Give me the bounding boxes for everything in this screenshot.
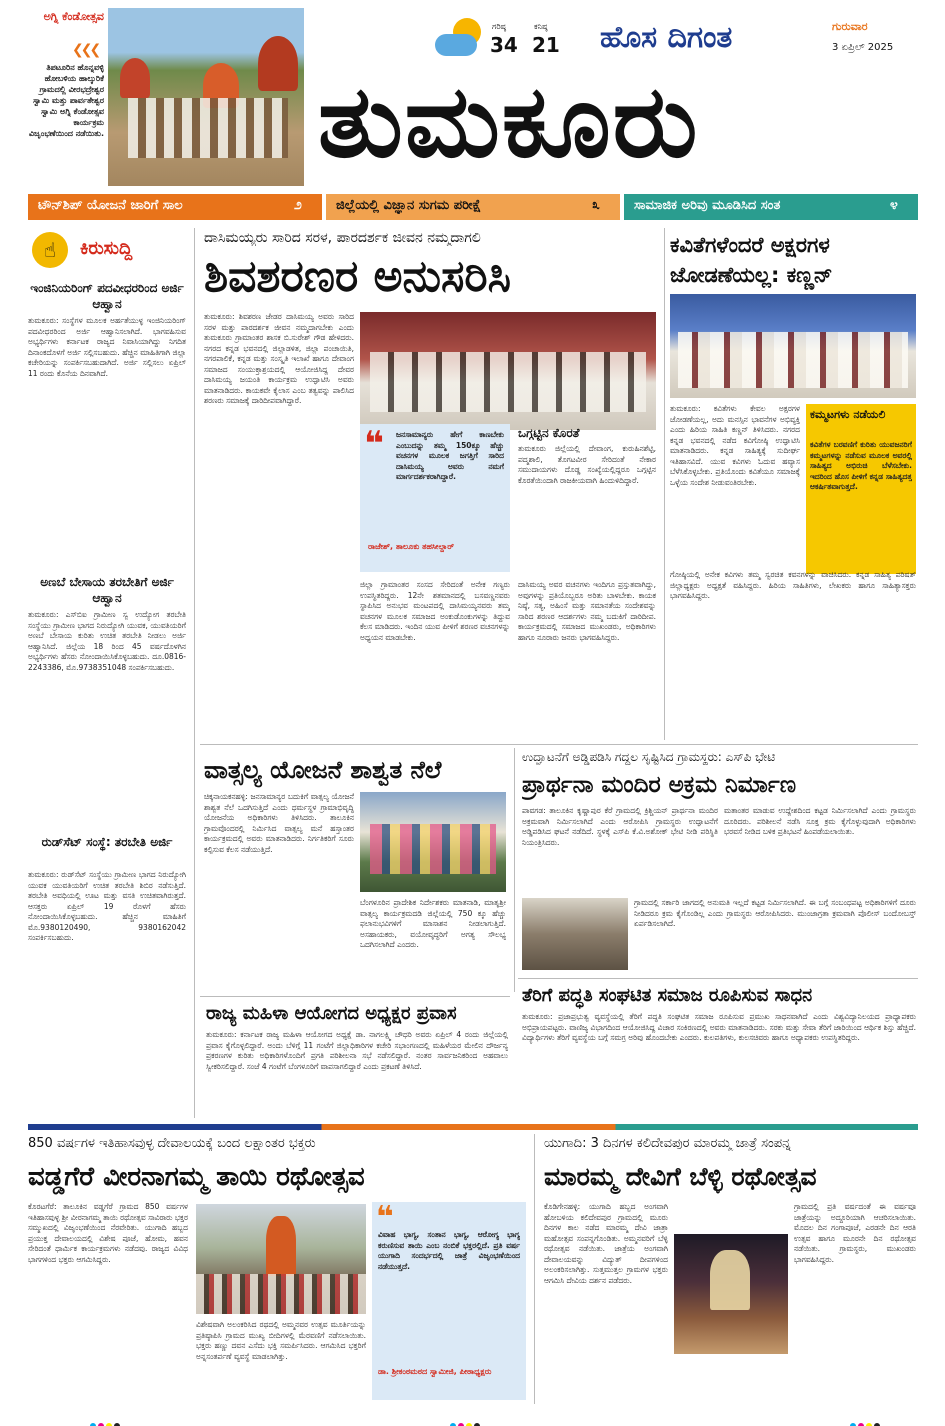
prayer-hall-story <box>518 748 918 974</box>
maramma-body-2: ಗ್ರಾಮದಲ್ಲಿ ಪ್ರತಿ ವರ್ಷದಂತೆ ಈ ವರ್ಷವೂ ಜಾತ್ರೆಯನ್ನು ಅದ್ದೂರಿಯಾಗಿ ಆಚರಿಸಲಾಯಿತು. ಮೊದಲ ದಿನ ಗಂಗಾಪೂಜೆ, ಎರಡನೇ ದಿನ ಆರತಿ ಉತ್ಸವ ಹಾಗೂ ಮೂರನೇ ದಿನ ರಥೋತ್ಸವ ನಡೆಯಿತು. ಗ್ರಾಮಸ್ಥರು, ಮುಖಂಡರು ಭಾಗವಹಿಸಿದ್ದರು. <box>794 1202 916 1264</box>
kannan-box-title: ಕಮ್ಮಟಗಳು ನಡೆಯಲಿ <box>810 408 886 421</box>
veera-body: ಕೊರಟಗೆರೆ: ತಾಲೂಕಿನ ವಡ್ಡಗೆರೆ ಗ್ರಾಮದ 850 ವರ್ಷಗಳ ಇತಿಹಾಸವುಳ್ಳ ಶ್ರೀ ವೀರನಾಗಮ್ಮ ತಾಯಿ ರಥೋತ್ಸವ ಸಾವಿರಾರು ಭಕ್ತರ ಸಮ್ಮುಖದಲ್ಲಿ ವಿಜೃಂಭಣೆಯಿಂದ ನೆರವೇರಿತು. ಯುಗಾದಿ ಹಬ್ಬದ ಪ್ರಯುಕ್ತ ದೇವಾಲಯದಲ್ಲಿ ವಿಶೇಷ ಪೂಜೆ, ಹೋಮ, ಹವನ ಸೇರಿದಂತೆ ಧಾರ್ಮಿಕ ಕಾರ್ಯಕ್ರಮಗಳು ನಡೆದವು. ರಾಜ್ಯದ ವಿವಿಧ ಭಾಗಗಳಿಂದ ಭಕ್ತರು ಆಗಮಿಸಿದ್ದರು. <box>28 1202 188 1264</box>
lead-body-1: ತುಮಕೂರು: ಶಿವಶರಣ ಜೇಡರ ದಾಸಿಮಯ್ಯ ಅವರು ಸಾರಿದ ಸರಳ ಮತ್ತು ಪಾರದರ್ಶಕ ಜೀವನ ನಮ್ಮದಾಗಬೇಕು ಎಂದು ತುಮಕೂರು ಗ್ರಾಮಾಂತರ ಶಾಸಕ ಬಿ.ಸುರೇಶ್ ಗೌಡ ಹೇಳಿದರು. ನಗರದ ಕನ್ನಡ ಭವನದಲ್ಲಿ ಜಿಲ್ಲಾಡಳಿತ, ಜಿಲ್ಲಾ ಪಂಚಾಯಿತಿ, ನಗರಪಾಲಿಕೆ, ಕನ್ನಡ ಮತ್ತು ಸಂಸ್ಕೃತಿ ಇಲಾಖೆ ಹಾಗೂ ದೇವಾಂಗ ಸಮಾಜದ ಸಂಯುಕ್ತಾಶ್ರಯದಲ್ಲಿ ಆಯೋಜಿಸಿದ್ದ ದೇವರ ದಾಸಿಮಯ್ಯ ಜಯಂತಿ ಕಾರ್ಯಕ್ರಮ ಉದ್ಘಾಟಿಸಿ ಅವರು ಮಾತನಾಡಿದರು. ಕಾಯಕವೇ ಕೈಲಾಸ ಎಂಬ ತತ್ವವನ್ನು ಪಾಲಿಸಿದ ಶರಣರು ಸಮಾಜಕ್ಕೆ ದಾರಿದೀಪವಾಗಿದ್ದಾರೆ. <box>204 312 354 405</box>
vatsalya-photo <box>360 792 506 892</box>
brief-1-headline: ಇಂಜಿನಿಯರಿಂಗ್ ಪದವೀಧರರಿಂದ ಅರ್ಜಿ ಆಹ್ವಾನ <box>30 281 184 311</box>
women-headline: ರಾಜ್ಯ ಮಹಿಳಾ ಆಯೋಗದ ಅಧ್ಯಕ್ಷರ ಪ್ರವಾಸ <box>206 1003 457 1024</box>
theringe-story <box>518 980 918 1118</box>
date: 3 ಏಪ್ರಿಲ್ 2025 <box>832 42 894 53</box>
theringe-headline: ತೆರಿಗೆ ಪದ್ಧತಿ ಸಂಘಟಿತ ಸಮಾಜ ರೂಪಿಸುವ ಸಾಧನ <box>522 985 813 1006</box>
prayer-photo <box>522 898 628 970</box>
lead-kicker: ದಾಸಿಮಯ್ಯರು ಸಾರಿದ ಸರಳ, ಪಾರದರ್ಶಕ ಜೀವನ ನಮ್ಮದಾಗಲಿ <box>204 230 481 246</box>
vatsalya-body-2: ಬೆಂಗಳೂರಿನ ಪ್ರಾದೇಶಿಕ ನಿರ್ದೇಶಕರು ಮಾತನಾಡಿ, ಮಾತೃಶ್ರೀ ವಾತ್ಸಲ್ಯ ಕಾರ್ಯಕ್ರಮದಡಿ ಜಿಲ್ಲೆಯಲ್ಲಿ 750 ಕ್ಕೂ ಹೆಚ್ಚು ಫಲಾನುಭವಿಗಳಿಗೆ ಮಾಸಾಶನ ನೀಡಲಾಗುತ್ತಿದೆ. ಅಸಹಾಯಕರು, ವಯೋವೃದ್ಧರಿಗೆ ಅಗತ್ಯ ಸೌಲಭ್ಯ ಒದಗಿಸಲಾಗಿದೆ ಎಂದರು. <box>360 898 506 949</box>
divider <box>194 228 195 1118</box>
veera-quote-box <box>372 1202 526 1400</box>
corner-title: ಅಗ್ನಿ ಕೆಂಡೋತ್ಸವ <box>43 10 104 23</box>
weather-max-label: ಗರಿಷ್ಠ <box>492 22 506 31</box>
women-body: ತುಮಕೂರು: ಕರ್ನಾಟಕ ರಾಜ್ಯ ಮಹಿಳಾ ಆಯೋಗದ ಅಧ್ಯಕ್ಷೆ ಡಾ. ನಾಗಲಕ್ಷ್ಮಿ ಚೌಧರಿ ಅವರು ಏಪ್ರಿಲ್ 4 ರಂದು ಜಿಲ್ಲೆಯಲ್ಲಿ ಪ್ರವಾಸ ಕೈಗೊಳ್ಳಲಿದ್ದಾರೆ. ಅಂದು ಬೆಳಿಗ್ಗೆ 11 ಗಂಟೆಗೆ ಜಿಲ್ಲಾಧಿಕಾರಿಗಳ ಕಚೇರಿ ಸಭಾಂಗಣದಲ್ಲಿ ಮಹಿಳೆಯರ ಮೇಲಿನ ದೌರ್ಜನ್ಯ ಪ್ರಕರಣಗಳ ಕುರಿತು ಅಧಿಕಾರಿಗಳೊಂದಿಗೆ ಪ್ರಗತಿ ಪರಿಶೀಲನಾ ಸಭೆ ನಡೆಸಲಿದ್ದಾರೆ. ನಂತರ ಸಾರ್ವಜನಿಕರಿಂದ ಅಹವಾಲು ಸ್ವೀಕರಿಸಲಿದ್ದಾರೆ. ಸಂಜೆ 4 ಗಂಟೆಗೆ ಬೆಂಗಳೂರಿಗೆ ವಾಪಸಾಗಲಿದ್ದಾರೆ ಎಂದು ಪ್ರಕಟಣೆ ತಿಳಿಸಿದೆ. <box>206 1030 508 1071</box>
corner-caption: ತಿಪಟೂರಿನ ಹೊನ್ನವಳ್ಳಿ ಹೋಬಳಿಯ ಹಾಲ್ಕುರಿಕೆ ಗ್ರಾಮದಲ್ಲಿ ವೀರಭದ್ರೇಶ್ವರ ಸ್ವಾಮಿ ಮತ್ತು ಪಾರ್ವತೇಶ್ವರ ಸ್ವಾಮಿ ಅಗ್ನಿ ಕೆಂಡೋತ್ಸವ ಕಾರ್ಯಕ್ರಮ ವಿಜೃಂಭಣೆಯಿಂದ ನಡೆಯಿತು. <box>28 63 104 138</box>
lead-body-2: ಜಿಲ್ಲಾ ಗ್ರಾಮಾಂತರ ಸಂಸದ ಸೇರಿದಂತೆ ಅನೇಕ ಗಣ್ಯರು ಉಪಸ್ಥಿತರಿದ್ದರು. 12ನೇ ಶತಮಾನದಲ್ಲಿ ಬಸವಣ್ಣನವರು ಸ್ಥಾಪಿಸಿದ ಅನುಭವ ಮಂಟಪದಲ್ಲಿ ದಾಸಿಮಯ್ಯನವರು ತಮ್ಮ ವಚನಗಳ ಮೂಲಕ ಸಮಾಜದ ಅಂಕುಡೊಂಕುಗಳನ್ನು ತಿದ್ದುವ ಕೆಲಸ ಮಾಡಿದರು. ಇಂದಿನ ಯುವ ಪೀಳಿಗೆ ಶರಣರ ವಚನಗಳನ್ನು ಅಧ್ಯಯನ ಮಾಡಬೇಕು. <box>360 580 510 642</box>
teaser-3-text: ಸಾಮಾಜಿಕ ಅರಿವು ಮೂಡಿಸಿದ ಸಂತ <box>634 198 781 213</box>
section-title: ಕಿರುಸುದ್ದಿ <box>80 238 133 259</box>
vatsalya-headline: ವಾತ್ಸಲ್ಯ ಯೋಜನೆ ಶಾಶ್ವತ ನೆಲೆ <box>204 756 442 784</box>
lead-body-3: ದಾಸಿಮಯ್ಯ ಅವರ ವಚನಗಳು ಇಂದಿಗೂ ಪ್ರಸ್ತುತವಾಗಿದ್ದು, ಅವುಗಳನ್ನು ಪ್ರತಿಯೊಬ್ಬರೂ ಅರಿತು ಬಾಳಬೇಕು. ಕಾಯಕ ನಿಷ್ಠೆ, ಸತ್ಯ, ಅಹಿಂಸೆ ಮತ್ತು ಸಮಾನತೆಯ ಸಂದೇಶವನ್ನು ಸಾರಿದ ಶರಣರ ಆದರ್ಶಗಳು ನಮ್ಮ ಬದುಕಿಗೆ ದಾರಿದೀಪ. ಕಾರ್ಯಕ್ರಮದಲ್ಲಿ ಸಮಾಜದ ಮುಖಂಡರು, ಅಧಿಕಾರಿಗಳು ಹಾಗೂ ನೂರಾರು ಜನರು ಭಾಗವಹಿಸಿದ್ದರು. <box>518 580 656 642</box>
teaser-1-page: ೨ <box>294 197 302 213</box>
brief-2-headline: ಅಣಬೆ ಬೇಸಾಯ ತರಬೇತಿಗೆ ಅರ್ಜಿ ಆಹ್ವಾನ <box>40 575 174 605</box>
maramma-headline: ಮಾರಮ್ಮ ದೇವಿಗೆ ಬೆಳ್ಳಿ ರಥೋತ್ಸವ <box>544 1162 817 1191</box>
kannan-body: ತುಮಕೂರು: ಕವಿತೆಗಳು ಕೇವಲ ಅಕ್ಷರಗಳ ಜೋಡಣೆಯಲ್ಲ, ಅದು ಮನಸ್ಸಿನ ಭಾವನೆಗಳ ಅಭಿವ್ಯಕ್ತಿ ಎಂದು ಹಿರಿಯ ಸಾಹಿತಿ ಕಣ್ಣನ್ ತಿಳಿಸಿದರು. ನಗರದ ಕನ್ನಡ ಭವನದಲ್ಲಿ ನಡೆದ ಕವಿಗೋಷ್ಠಿ ಉದ್ಘಾಟಿಸಿ ಮಾತನಾಡಿದರು. ಕನ್ನಡ ಸಾಹಿತ್ಯಕ್ಕೆ ಸುದೀರ್ಘ ಇತಿಹಾಸವಿದೆ. ಯುವ ಕವಿಗಳು ಓದುವ ಹವ್ಯಾಸ ಬೆಳೆಸಿಕೊಳ್ಳಬೇಕು. ಪ್ರತಿಯೊಂದು ಕವಿತೆಯೂ ಸಮಾಜಕ್ಕೆ ಒಳ್ಳೆಯ ಸಂದೇಶ ನೀಡುವಂತಿರಬೇಕು. <box>670 404 800 487</box>
divider <box>534 1134 535 1404</box>
kannan-body-2: ಗೋಷ್ಠಿಯಲ್ಲಿ ಅನೇಕ ಕವಿಗಳು ತಮ್ಮ ಸ್ವರಚಿತ ಕವನಗಳನ್ನು ವಾಚಿಸಿದರು. ಕನ್ನಡ ಸಾಹಿತ್ಯ ಪರಿಷತ್ ಜಿಲ್ಲಾಧ್ಯಕ್ಷರು ಅಧ್ಯಕ್ಷತೆ ವಹಿಸಿದ್ದರು. ಹಿರಿಯ ಸಾಹಿತಿಗಳು, ಲೇಖಕರು ಹಾಗೂ ಸಾಹಿತ್ಯಾಸಕ್ತರು ಭಾಗವಹಿಸಿದ್ದರು. <box>670 570 916 600</box>
edition-title: ತುಮಕೂರು <box>318 63 700 180</box>
veera-photo <box>196 1204 366 1314</box>
registration-dots <box>850 1414 882 1426</box>
quote-mark-icon: ❝ <box>376 1200 394 1235</box>
hand-point-icon: ☝ <box>32 232 68 268</box>
lead-photo <box>360 312 656 430</box>
veeranagamma-story <box>28 1134 528 1404</box>
theringe-body: ತುಮಕೂರು: ಪ್ರಜಾಪ್ರಭುತ್ವ ವ್ಯವಸ್ಥೆಯಲ್ಲಿ ತೆರಿಗೆ ಪದ್ಧತಿ ಸಂಘಟಿತ ಸಮಾಜ ರೂಪಿಸುವ ಪ್ರಮುಖ ಸಾಧನವಾಗಿದೆ ಎಂದು ವಿಶ್ವವಿದ್ಯಾನಿಲಯದ ಪ್ರಾಧ್ಯಾಪಕರು ಅಭಿಪ್ರಾಯಪಟ್ಟರು. ವಾಣಿಜ್ಯ ವಿಭಾಗದಿಂದ ಆಯೋಜಿಸಿದ್ದ ವಿಚಾರ ಸಂಕಿರಣದಲ್ಲಿ ಅವರು ಮಾತನಾಡಿದರು. ಸರಕು ಮತ್ತು ಸೇವಾ ತೆರಿಗೆ ಜಾರಿಯಿಂದ ಆರ್ಥಿಕ ಶಿಸ್ತು ಹೆಚ್ಚಿದೆ. ವಿದ್ಯಾರ್ಥಿಗಳು ತೆರಿಗೆ ವ್ಯವಸ್ಥೆಯ ಬಗ್ಗೆ ಸಮಗ್ರ ಅರಿವು ಹೊಂದಬೇಕು ಎಂದರು. ಕುಲಪತಿಗಳು, ಕುಲಸಚಿವರು ಹಾಗೂ ಅಧ್ಯಾಪಕರು ಉಪಸ್ಥಿತರಿದ್ದರು. <box>522 1012 916 1042</box>
women-commission-story <box>200 998 510 1118</box>
divider <box>664 228 665 740</box>
kannan-story <box>668 228 918 740</box>
day: ಗುರುವಾರ <box>832 20 868 33</box>
teaser-2-page: ೩ <box>592 197 600 213</box>
teaser-2[interactable] <box>326 194 620 220</box>
maramma-story <box>540 1134 918 1404</box>
veera-kicker: 850 ವರ್ಷಗಳ ಇತಿಹಾಸವುಳ್ಳ ದೇವಾಲಯಕ್ಕೆ ಬಂದ ಲಕ್ಷಾಂತರ ಭಕ್ತರು <box>28 1136 316 1151</box>
vatsalya-body: ಚಿಕ್ಕನಾಯಕನಹಳ್ಳಿ: ಜನಸಾಮಾನ್ಯರ ಬದುಕಿಗೆ ವಾತ್ಸಲ್ಯ ಯೋಜನೆ ಶಾಶ್ವತ ನೆಲೆ ಒದಗಿಸುತ್ತಿದೆ ಎಂದು ಧರ್ಮಸ್ಥಳ ಗ್ರಾಮಾಭಿವೃದ್ಧಿ ಯೋಜನೆಯ ಅಧಿಕಾರಿಗಳು ತಿಳಿಸಿದರು. ತಾಲೂಕಿನ ಗ್ರಾಮವೊಂದರಲ್ಲಿ ನಿರ್ಮಿಸಿದ ವಾತ್ಸಲ್ಯ ಮನೆ ಹಸ್ತಾಂತರ ಕಾರ್ಯಕ್ರಮದಲ್ಲಿ ಅವರು ಮಾತನಾಡಿದರು. ನಿರ್ಗತಿಕರಿಗೆ ಸೂರು ಕಲ್ಪಿಸುವ ಕೆಲಸ ನಡೆಯುತ್ತಿದೆ. <box>204 792 354 854</box>
lead-headline: ಶಿವಶರಣರ ಅನುಸರಿಸಿ <box>204 251 511 302</box>
maramma-photo <box>674 1234 788 1354</box>
corner-photo <box>108 8 304 186</box>
divider <box>200 744 918 745</box>
chevron-left-icon: ❮❮❮ <box>72 42 99 58</box>
brief-3-headline: ರುಡ್‌ಸೆಟ್ ಸಂಸ್ಥೆ: ತರಬೇತಿ ಅರ್ಜಿ <box>41 835 173 849</box>
prayer-headline: ಪ್ರಾರ್ಥನಾ ಮಂದಿರ ಅಕ್ರಮ ನಿರ್ಮಾಣ <box>522 772 797 798</box>
veera-headline: ವಡ್ಡಗೆರೆ ವೀರನಾಗಮ್ಮ ತಾಯಿ ರಥೋತ್ಸವ <box>28 1162 365 1192</box>
kannan-headline: ಕವಿತೆಗಳೆಂದರೆ ಅಕ್ಷರಗಳ ಜೋಡಣೆಯಲ್ಲ: ಕಣ್ಣನ್ <box>670 233 833 287</box>
weather-max: 34 <box>490 33 518 57</box>
prayer-body-3: ಮತಾಂತರ ಮಾಡುವ ಉದ್ದೇಶದಿಂದ ಕಟ್ಟಡ ನಿರ್ಮಿಸಲಾಗಿದೆ ಎಂದು ಗ್ರಾಮಸ್ಥರು ದೂರಿದರು. ಪರಿಶೀಲನೆ ನಡೆಸಿ ಸೂಕ್ತ ಕ್ರಮ ಕೈಗೊಳ್ಳುವುದಾಗಿ ಅಧಿಕಾರಿಗಳು ಭರವಸೆ ನೀಡಿದ ಬಳಿಕ ಪ್ರತಿಭಟನೆ ಹಿಂಪಡೆಯಲಾಯಿತು. <box>724 806 916 836</box>
lead-sidebar-title: ಒಗ್ಗಟ್ಟಿನ ಕೊರತೆ <box>518 426 580 440</box>
divider <box>514 748 515 992</box>
weather-min: 21 <box>532 33 560 57</box>
veera-quote: ವಿವಾಹ ಭಾಗ್ಯ, ಸಂತಾನ ಭಾಗ್ಯ, ಆರೋಗ್ಯ ಭಾಗ್ಯ ಕರುಣಿಸುವ ತಾಯಿ ಎಂಬ ನಂಬಿಕೆ ಭಕ್ತರಲ್ಲಿದೆ. ಪ್ರತಿ ವರ್ಷ ಯುಗಾದಿ ಸಂದರ್ಭದಲ್ಲಿ ಜಾತ್ರೆ ವಿಜೃಂಭಣೆಯಿಂದ ನಡೆಯುತ್ತದೆ. <box>378 1230 520 1271</box>
paper-name: ಹೊಸ ದಿಗಂತ <box>600 20 733 55</box>
registration-dots <box>90 1414 122 1426</box>
teaser-2-text: ಜಿಲ್ಲೆಯಲ್ಲಿ ವಿಜ್ಞಾನ ಸುಗಮ ಪರೀಕ್ಷೆ <box>336 198 482 213</box>
lead-story <box>200 228 660 740</box>
lead-sidebar-body: ತುಮಕೂರು ಜಿಲ್ಲೆಯಲ್ಲಿ ದೇವಾಂಗ, ಕುರುಹಿನಶೆಟ್ಟಿ, ಪದ್ಮಶಾಲಿ, ತೊಗಟವೀರ ಸೇರಿದಂತೆ ನೇಕಾರ ಸಮುದಾಯಗಳು ದೊಡ್ಡ ಸಂಖ್ಯೆಯಲ್ಲಿದ್ದರೂ ಒಗ್ಗಟ್ಟಿನ ಕೊರತೆಯಿಂದಾಗಿ ರಾಜಕೀಯವಾಗಿ ಹಿಂದುಳಿದಿದ್ದಾರೆ. <box>518 444 656 485</box>
teaser-3[interactable] <box>624 194 918 220</box>
divider <box>518 978 918 979</box>
left-column <box>28 228 188 1118</box>
veera-body-2: ವಿಶೇಷವಾಗಿ ಅಲಂಕರಿಸಿದ ರಥದಲ್ಲಿ ಅಮ್ಮನವರ ಉತ್ಸವ ಮೂರ್ತಿಯನ್ನು ಪ್ರತಿಷ್ಠಾಪಿಸಿ ಗ್ರಾಮದ ಮುಖ್ಯ ಬೀದಿಗಳಲ್ಲಿ ಮೆರವಣಿಗೆ ನಡೆಸಲಾಯಿತು. ಭಕ್ತರು ಹಣ್ಣು ದವನ ಎಸೆದು ಭಕ್ತಿ ಸಮರ್ಪಿಸಿದರು. ಆಗಮಿಸಿದ ಭಕ್ತರಿಗೆ ಅನ್ನಸಂತರ್ಪಣೆ ವ್ಯವಸ್ಥೆ ಮಾಡಲಾಗಿತ್ತು. <box>196 1320 366 1361</box>
veera-quote-author: ಡಾ. ಶ್ರೀಕಂಠಮಠದ ಸ್ವಾಮೀಜಿ, ಪೀಠಾಧ್ಯಕ್ಷರು <box>378 1367 492 1376</box>
kannan-photo <box>670 294 916 398</box>
weather-min-label: ಕನಿಷ್ಠ <box>534 22 548 31</box>
registration-dots <box>450 1414 482 1426</box>
weather-sun-cloud-icon <box>435 18 485 60</box>
teaser-1-text: ಟೌನ್‌ಶಿಪ್ ಯೋಜನೆ ಜಾರಿಗೆ ಸಾಲ <box>38 198 183 213</box>
vatsalya-story <box>200 748 510 992</box>
lead-quote-box <box>360 424 510 572</box>
quote-mark-icon: ❝ <box>364 424 384 464</box>
teaser-1[interactable] <box>28 194 322 220</box>
masthead <box>0 0 945 190</box>
prayer-body: ಪಾವಗಡ: ತಾಲೂಕಿನ ಕೃಷ್ಣಾಪುರ ಕೆರೆ ಗ್ರಾಮದಲ್ಲಿ ಕ್ರಿಶ್ಚಿಯನ್ ಪ್ರಾರ್ಥನಾ ಮಂದಿರ ಅಕ್ರಮವಾಗಿ ನಿರ್ಮಿಸಲಾಗಿದೆ ಎಂದು ಆರೋಪಿಸಿ ಗ್ರಾಮಸ್ಥರು ಉದ್ಘಾಟನೆಗೆ ಅಡ್ಡಿಪಡಿಸಿದ ಘಟನೆ ನಡೆದಿದೆ. ಸ್ಥಳಕ್ಕೆ ಎಸ್‌ಪಿ ಕೆ.ವಿ.ಅಶೋಕ್ ಭೇಟಿ ನೀಡಿ ಪರಿಸ್ಥಿತಿ ನಿಯಂತ್ರಿಸಿದರು. <box>522 806 718 847</box>
divider <box>200 996 510 997</box>
brief-1-body: ತುಮಕೂರು: ಸಂಸ್ಥೆಗಳ ಮೂಲಕ ಅರ್ಹತೆಯುಳ್ಳ ಇಂಜಿನಿಯರಿಂಗ್ ಪದವೀಧರರಿಂದ ಅರ್ಜಿ ಆಹ್ವಾನಿಸಲಾಗಿದೆ. ಭಾಗವಹಿಸುವ ಅಭ್ಯರ್ಥಿಗಳು ಕರ್ನಾಟಕ ರಾಜ್ಯದ ನಿವಾಸಿಯಾಗಿದ್ದು ನಿಗದಿತ ದಿನಾಂಕದೊಳಗೆ ಅರ್ಜಿ ಸಲ್ಲಿಸಬಹುದು. ಹೆಚ್ಚಿನ ಮಾಹಿತಿಗಾಗಿ ಜಿಲ್ಲಾ ಕಚೇರಿಯನ್ನು ಸಂಪರ್ಕಿಸಬಹುದಾಗಿದೆ. ಅರ್ಜಿ ಸಲ್ಲಿಸಲು ಏಪ್ರಿಲ್ 11 ರಂದು ಕೊನೆಯ ದಿನವಾಗಿದೆ. <box>28 316 186 378</box>
teaser-strip <box>28 194 918 220</box>
kannan-box-body: ಕವಿತೆಗಳ ಬರವಣಿಗೆ ಕುರಿತು ಯುವಜನರಿಗೆ ಕಮ್ಮಟಗಳನ್ನು ನಡೆಸುವ ಮೂಲಕ ಅವರಲ್ಲಿ ಸಾಹಿತ್ಯದ ಅಭಿರುಚಿ ಬೆಳೆಸಬೇಕು. ಇದರಿಂದ ಹೊಸ ಪೀಳಿಗೆ ಕನ್ನಡ ಸಾಹಿತ್ಯದತ್ತ ಆಕರ್ಷಿತವಾಗುತ್ತದೆ. <box>810 440 912 491</box>
brief-2-body: ತುಮಕೂರು: ಎಸ್‌ಬಿಐ ಗ್ರಾಮೀಣ ಸ್ವ ಉದ್ಯೋಗ ತರಬೇತಿ ಸಂಸ್ಥೆಯು ಗ್ರಾಮೀಣ ಭಾಗದ ನಿರುದ್ಯೋಗಿ ಯುವಕ, ಯುವತಿಯರಿಗೆ ಅಣಬೆ ಬೇಸಾಯ ಕುರಿತು ಉಚಿತ ತರಬೇತಿ ನೀಡಲು ಅರ್ಜಿ ಆಹ್ವಾನಿಸಿದೆ. ಜಿಲ್ಲೆಯ 18 ರಿಂದ 45 ವರ್ಷದೊಳಗಿನ ಅಭ್ಯರ್ಥಿಗಳು ಹೆಸರು ನೋಂದಾಯಿಸಿಕೊಳ್ಳಬಹುದು. ದೂ.0816-2243386, ಮೊ.9738351048 ಸಂಪರ್ಕಿಸಬಹುದು. <box>28 610 186 672</box>
lead-quote: ಜನಸಾಮಾನ್ಯರು ಹೇಗೆ ಕಾಣಬೇಕು ಎಂಬುದನ್ನು ತಮ್ಮ 150ಕ್ಕೂ ಹೆಚ್ಚು ವಚನಗಳ ಮೂಲಕ ಜಗತ್ತಿಗೆ ಸಾರಿದ ದಾಸಿಮಯ್ಯ ಅವರು ನಮಗೆ ಮಾರ್ಗದರ್ಶಕರಾಗಿದ್ದಾರೆ. <box>396 430 504 481</box>
maramma-kicker: ಯುಗಾದಿ: 3 ದಿನಗಳ ಕಲಿದೇವಪುರ ಮಾರಮ್ಮ ಜಾತ್ರೆ ಸಂಪನ್ನ <box>544 1136 792 1151</box>
maramma-body: ಕೊಡಿಗೇನಹಳ್ಳಿ: ಯುಗಾದಿ ಹಬ್ಬದ ಅಂಗವಾಗಿ ಹೋಬಳಿಯ ಕಲಿದೇವಪುರ ಗ್ರಾಮದಲ್ಲಿ ಮೂರು ದಿನಗಳ ಕಾಲ ನಡೆದ ಮಾರಮ್ಮ ದೇವಿ ಜಾತ್ರಾ ಮಹೋತ್ಸವ ಸಂಪನ್ನಗೊಂಡಿತು. ಅಮ್ಮನವರಿಗೆ ಬೆಳ್ಳಿ ರಥೋತ್ಸವ ನಡೆಯಿತು. ಜಾತ್ರೆಯ ಅಂಗವಾಗಿ ದೇವಾಲಯವನ್ನು ವಿದ್ಯುತ್ ದೀಪಗಳಿಂದ ಅಲಂಕರಿಸಲಾಗಿತ್ತು. ಸುತ್ತಮುತ್ತಲ ಗ್ರಾಮಗಳ ಭಕ್ತರು ಆಗಮಿಸಿ ದೇವಿಯ ದರ್ಶನ ಪಡೆದರು. <box>544 1202 668 1285</box>
brief-3-body: ತುಮಕೂರು: ರುಡ್‌ಸೆಟ್ ಸಂಸ್ಥೆಯು ಗ್ರಾಮೀಣ ಭಾಗದ ನಿರುದ್ಯೋಗಿ ಯುವಕ ಯುವತಿಯರಿಗೆ ಉಚಿತ ತರಬೇತಿ ಶಿಬಿರ ನಡೆಸುತ್ತಿದೆ. ತರಬೇತಿ ಅವಧಿಯಲ್ಲಿ ಊಟ ಮತ್ತು ವಸತಿ ಉಚಿತವಾಗಿರುತ್ತದೆ. ಆಸಕ್ತರು ಏಪ್ರಿಲ್ 19 ರೊಳಗೆ ಹೆಸರು ನೋಂದಾಯಿಸಿಕೊಳ್ಳಬಹುದು. ಹೆಚ್ಚಿನ ಮಾಹಿತಿಗೆ ಮೊ.9380120490, 9380162042 ಸಂಪರ್ಕಿಸಬಹುದು. <box>28 870 186 942</box>
kannan-box <box>806 404 916 574</box>
teaser-3-page: ೪ <box>890 197 898 213</box>
color-rule <box>28 1124 918 1130</box>
lead-quote-author: ರಾಜೇಶ್, ತಾಲೂಕು ತಹಸೀಲ್ದಾರ್ <box>368 542 455 551</box>
prayer-kicker: ಉದ್ಘಾಟನೆಗೆ ಅಡ್ಡಿಪಡಿಸಿ ಗದ್ದಲ ಸೃಷ್ಟಿಸಿದ ಗ್ರಾಮಸ್ಥರು: ಎಸ್‌ಪಿ ಭೇಟಿ <box>522 750 776 764</box>
prayer-body-2: ಗ್ರಾಮದಲ್ಲಿ ಸರ್ಕಾರಿ ಜಾಗದಲ್ಲಿ ಅನುಮತಿ ಇಲ್ಲದೆ ಕಟ್ಟಡ ನಿರ್ಮಿಸಲಾಗಿದೆ. ಈ ಬಗ್ಗೆ ಸಂಬಂಧಪಟ್ಟ ಅಧಿಕಾರಿಗಳಿಗೆ ದೂರು ನೀಡಿದರೂ ಕ್ರಮ ಕೈಗೊಂಡಿಲ್ಲ ಎಂದು ಗ್ರಾಮಸ್ಥರು ಆರೋಪಿಸಿದರು. ಮುಂಜಾಗ್ರತಾ ಕ್ರಮವಾಗಿ ಪೊಲೀಸ್ ಬಂದೋಬಸ್ತ್ ಏರ್ಪಡಿಸಲಾಗಿದೆ. <box>634 898 916 928</box>
